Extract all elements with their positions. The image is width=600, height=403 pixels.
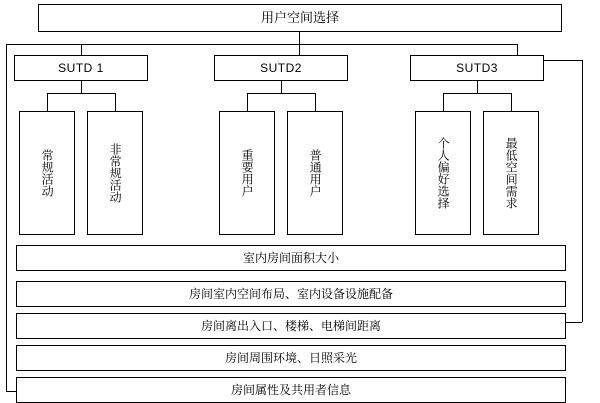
connector-level2-drop-2 bbox=[299, 44, 300, 55]
node-sutd-2 bbox=[214, 55, 348, 81]
connector-left-frame-bottom bbox=[6, 391, 16, 392]
connector-g1-drop-1 bbox=[47, 93, 48, 111]
node-room-area-size-label: 室内房间面积大小 bbox=[242, 250, 339, 265]
connector-g3-bus bbox=[443, 93, 511, 94]
node-room-layout-equipment bbox=[16, 281, 566, 307]
node-important-user bbox=[219, 111, 275, 235]
connector-right-frame-arrow-line bbox=[566, 322, 582, 323]
node-ordinary-user bbox=[287, 111, 343, 235]
node-root-label: 用户空间选择 bbox=[260, 9, 339, 25]
node-room-attributes-sharers-label: 房间属性及共用者信息 bbox=[230, 382, 351, 397]
connector-g2-drop-1 bbox=[247, 93, 248, 111]
connector-left-frame-top bbox=[6, 44, 81, 45]
connector-g1-bus bbox=[47, 93, 115, 94]
node-room-area-size bbox=[16, 245, 566, 271]
node-distance-to-entrance-label: 房间离出入口、楼梯、电梯间距离 bbox=[200, 318, 381, 333]
node-minimum-space-need-label: 最低空间需求 bbox=[504, 137, 519, 209]
node-sutd-1-label: SUTD 1 bbox=[58, 60, 104, 75]
connector-level2-drop-1 bbox=[81, 44, 82, 55]
connector-left-frame bbox=[6, 44, 7, 392]
node-sutd-3-label: SUTD3 bbox=[456, 60, 498, 75]
node-sutd-1 bbox=[14, 55, 148, 81]
node-regular-activity bbox=[19, 111, 75, 235]
node-sutd-3 bbox=[410, 55, 544, 81]
connector-g2-drop-2 bbox=[315, 93, 316, 111]
node-personal-preference-label: 个人偏好选择 bbox=[436, 137, 451, 209]
node-sutd-2-label: SUTD2 bbox=[260, 60, 302, 75]
node-minimum-space-need bbox=[483, 111, 539, 235]
node-distance-to-entrance bbox=[16, 313, 566, 339]
connector-root-stem bbox=[299, 32, 300, 44]
connector-right-frame-top bbox=[544, 60, 582, 61]
node-important-user-label: 重要用户 bbox=[240, 149, 255, 197]
node-irregular-activity bbox=[87, 111, 143, 235]
connector-g1-stem bbox=[81, 81, 82, 93]
node-root bbox=[38, 4, 562, 32]
connector-g2-bus bbox=[247, 93, 315, 94]
connector-g3-drop-1 bbox=[443, 93, 444, 111]
node-regular-activity-label: 常规活动 bbox=[40, 149, 55, 197]
node-room-layout-equipment-label: 房间室内空间布局、室内设备设施配备 bbox=[188, 286, 393, 301]
node-surrounding-environment-label: 房间周围环境、日照采光 bbox=[224, 350, 357, 365]
node-room-attributes-sharers bbox=[16, 377, 566, 403]
connector-right-frame bbox=[582, 60, 583, 322]
node-irregular-activity-label: 非常规活动 bbox=[108, 143, 123, 203]
connector-g3-stem bbox=[477, 81, 478, 93]
connector-g1-drop-2 bbox=[115, 93, 116, 111]
connector-g3-drop-2 bbox=[511, 93, 512, 111]
node-ordinary-user-label: 普通用户 bbox=[308, 149, 323, 197]
connector-g2-stem bbox=[281, 81, 282, 93]
connector-level2-drop-3 bbox=[517, 44, 518, 55]
node-surrounding-environment bbox=[16, 345, 566, 371]
node-personal-preference bbox=[415, 111, 471, 235]
